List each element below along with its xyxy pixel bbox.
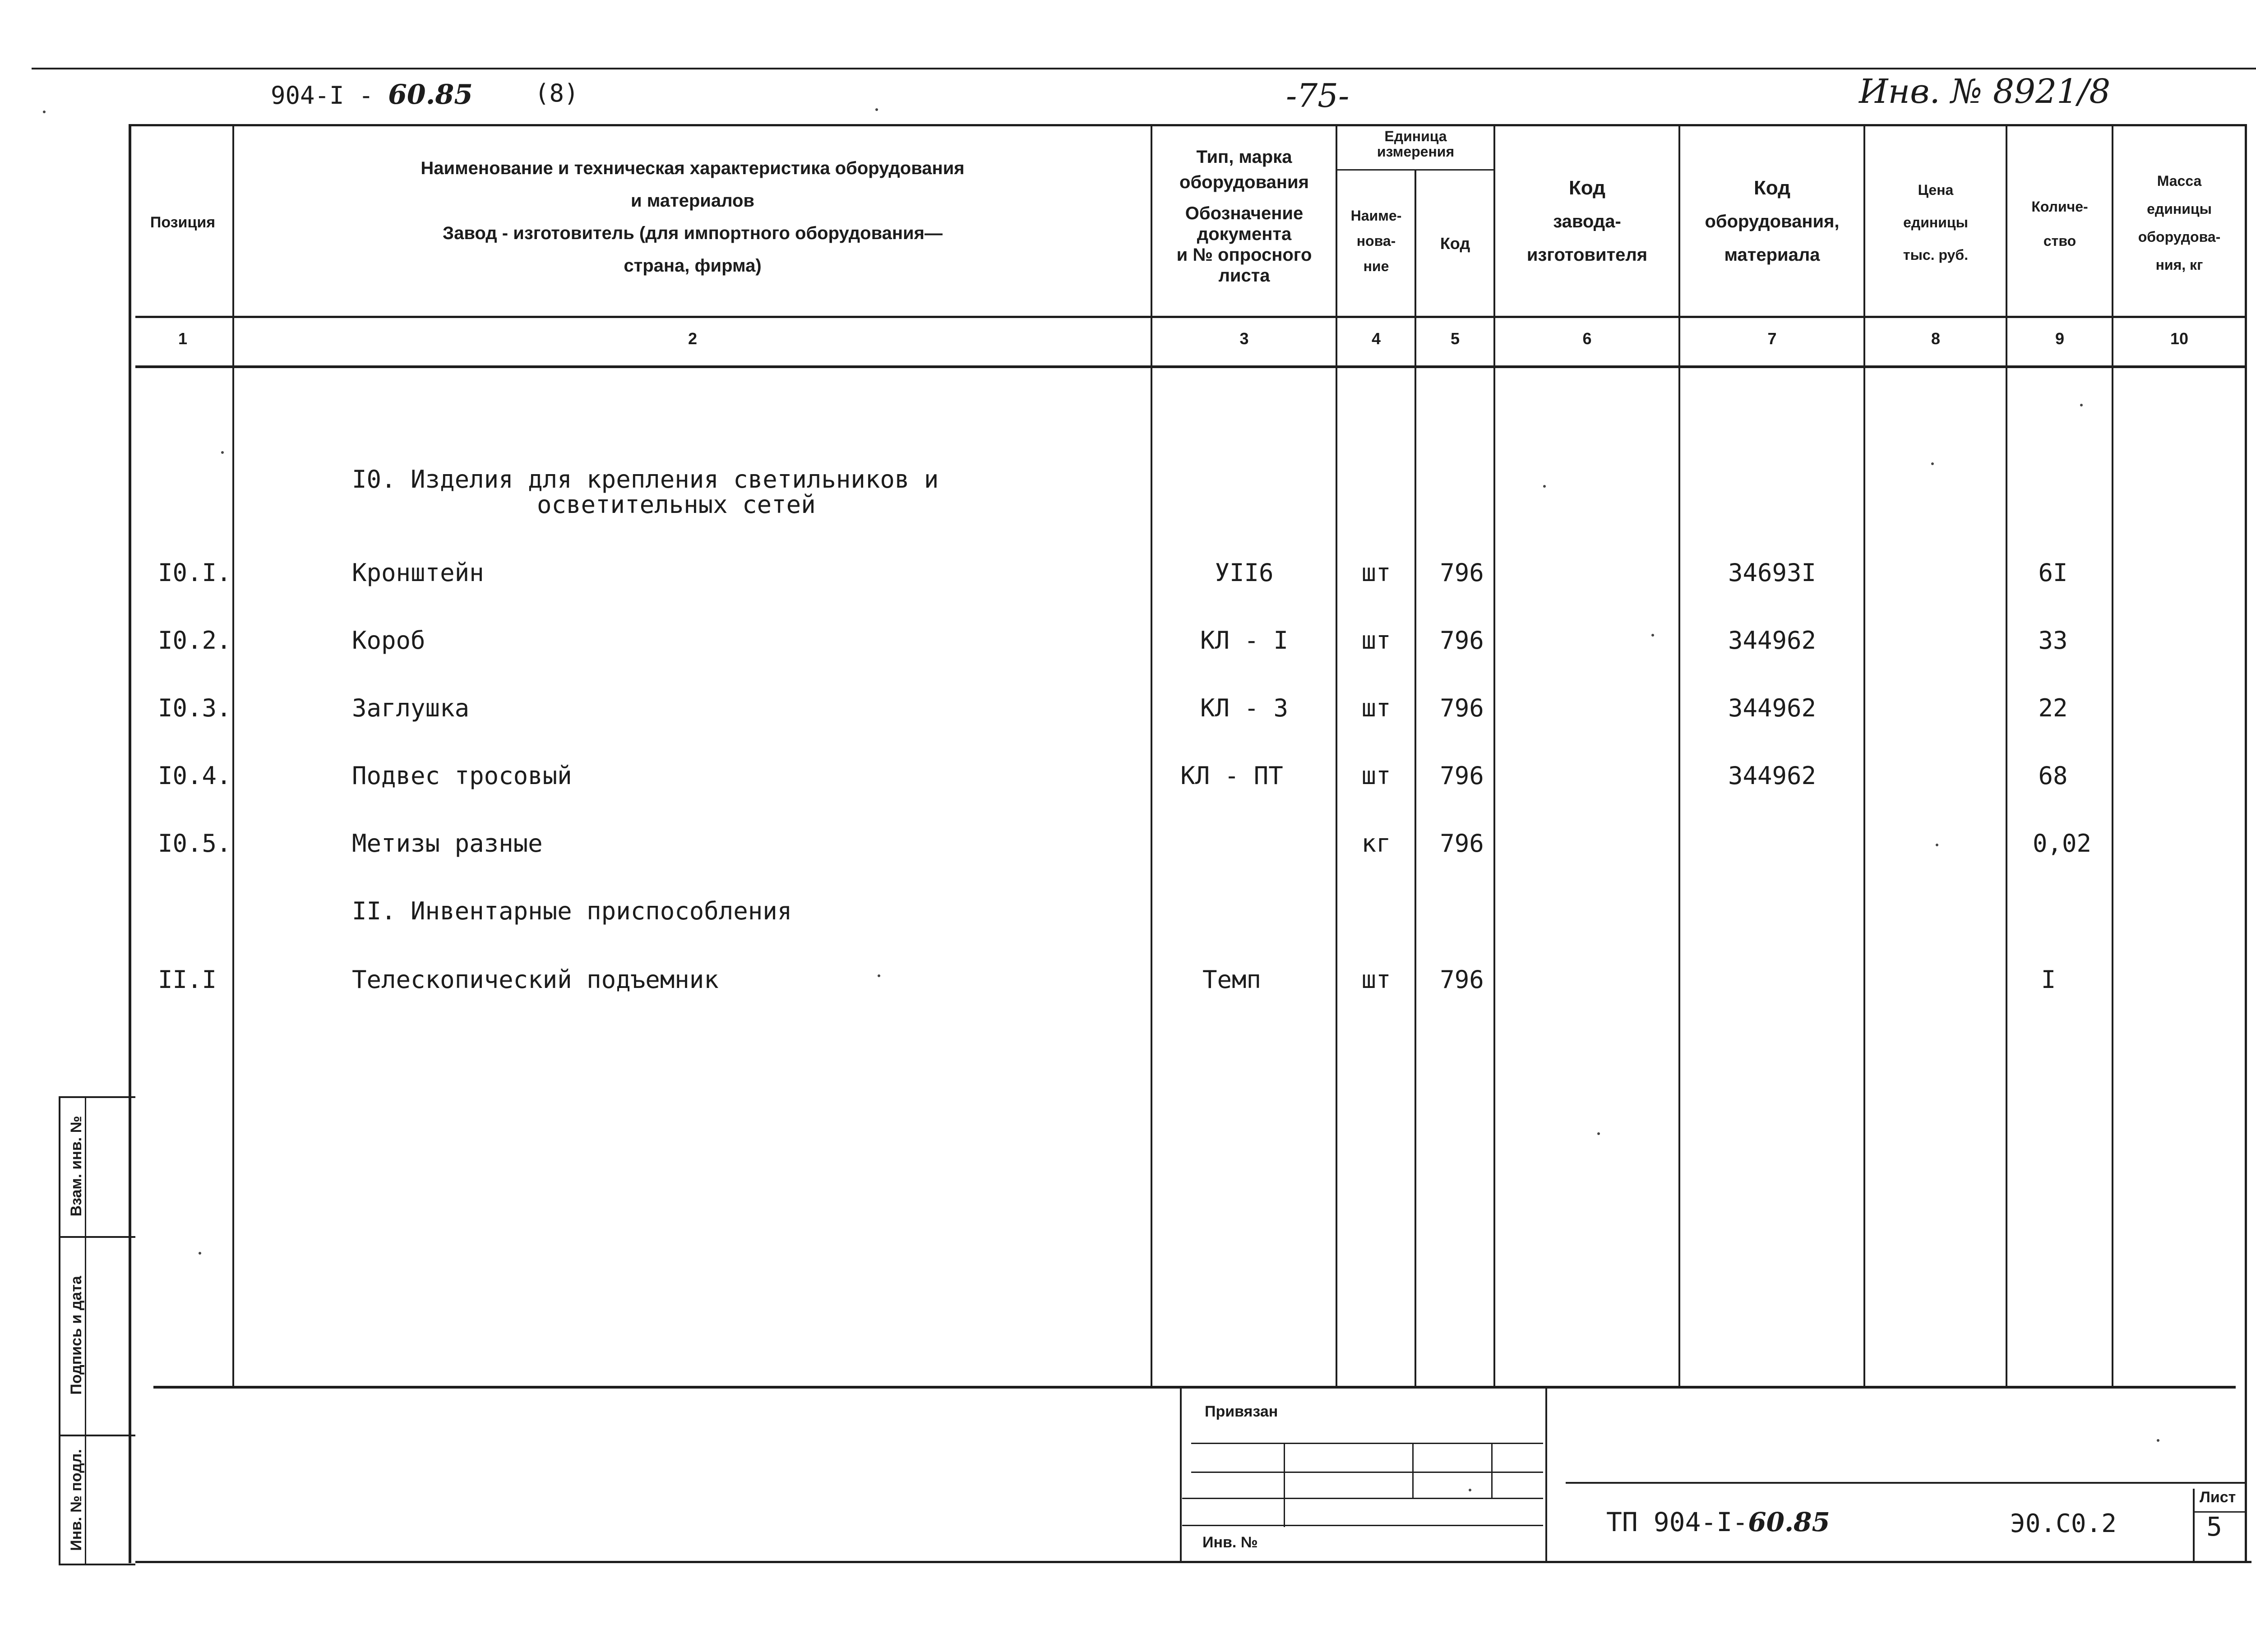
body-bottom-line [153, 1386, 2236, 1389]
header-unit-code: Код [1440, 234, 1470, 253]
row-unit: шт [1361, 626, 1391, 655]
header-name-l4: страна, фирма) [624, 256, 762, 276]
row-unit-code: 796 [1440, 694, 1484, 722]
header-mass [2114, 167, 2245, 279]
scan-speck [199, 1252, 201, 1255]
row-position: II.I [158, 965, 217, 994]
col-number-4: 4 [1371, 329, 1381, 348]
row-unit-code: 796 [1440, 558, 1484, 587]
row-unit-code: 796 [1440, 965, 1484, 994]
row-name: Телескопический подъемник [352, 965, 719, 994]
header-quantity-l2: ство [2043, 233, 2076, 249]
row-position: I0.2. [158, 626, 231, 655]
header-factory-code-l2: завода- [1553, 212, 1621, 231]
table-row [0, 553, 2256, 593]
table-row [0, 620, 2256, 661]
stamp-col-line-2 [1412, 1444, 1414, 1498]
header-equipment-code [1681, 171, 1863, 272]
stamp-privyazan-label: Привязан [1205, 1403, 1278, 1420]
col-number-3: 3 [1239, 329, 1249, 348]
row-position: I0.3. [158, 694, 231, 722]
stamp-row-line-3 [1182, 1498, 1543, 1499]
scan-speck [878, 974, 880, 977]
sheet-number: 5 [2206, 1511, 2222, 1542]
header-factory-code-l3: изготовителя [1526, 245, 1648, 265]
row-equipment-code: 344962 [1728, 761, 1817, 790]
title-block-code: Э0.С0.2 [2010, 1509, 2117, 1538]
header-unit [1338, 129, 1493, 159]
header-unit-l1: Единица [1384, 128, 1447, 144]
table-row [0, 756, 2256, 796]
header-factory-code [1496, 171, 1678, 272]
table-top-line [129, 124, 2247, 126]
row-name: Подвес тросовый [352, 761, 572, 790]
header-quantity-l1: Количе- [2031, 198, 2088, 215]
stamp-left-line [1180, 1389, 1182, 1563]
scan-speck [1651, 634, 1654, 637]
section-11-title: II. Инвентарные приспособления [352, 897, 792, 925]
header-unit-name-l1: Наиме- [1350, 208, 1402, 224]
row-unit: кг [1361, 829, 1391, 858]
row-equipment-code: 344962 [1728, 626, 1817, 655]
col-number-8: 8 [1931, 329, 1941, 348]
side-stamp-left-line [59, 1096, 60, 1565]
col-number-7: 7 [1767, 329, 1777, 348]
header-equipment-code-l3: материала [1724, 245, 1820, 265]
header-name-l2: и материалов [630, 191, 755, 211]
title-block-doc-number [1606, 1507, 1830, 1537]
side-stamp-sep-1 [59, 1236, 135, 1238]
row-type: УII6 [1215, 558, 1274, 587]
row-position: I0.4. [158, 761, 231, 790]
header-type-l4: документа [1197, 224, 1292, 244]
header-unit-name-l2: нова- [1356, 233, 1396, 249]
row-quantity: 33 [2038, 626, 2068, 655]
stamp-row-line-2 [1191, 1472, 1543, 1473]
header-mass-l1: Масса [2157, 173, 2202, 189]
header-quantity [2008, 189, 2112, 258]
col-number-1: 1 [178, 329, 188, 348]
header-bottom-line [135, 316, 2247, 318]
header-price [1866, 174, 2006, 271]
inventory-number: Инв. № 8921/8 [1859, 72, 2111, 111]
top-rule [32, 68, 2256, 69]
row-name: Кронштейн [352, 558, 484, 587]
row-type: КЛ - 3 [1200, 694, 1289, 722]
header-unit-name [1338, 203, 1415, 279]
row-name: Короб [352, 626, 425, 655]
header-equipment-code-l1: Код [1753, 177, 1791, 199]
stamp-row-line-4 [1182, 1525, 1543, 1526]
title-block-top-line [1566, 1482, 2247, 1484]
stamp-right-line [1545, 1389, 1547, 1563]
header-unit-name-l3: ние [1363, 258, 1389, 274]
header-type-l5: и № опросного [1176, 245, 1312, 265]
stamp-inv-no-label: Инв. № [1202, 1534, 1258, 1551]
row-name: Метизы разные [352, 829, 543, 858]
side-label-zam-inv: Взам. инв. № [68, 1116, 85, 1217]
title-doc-prefix: ТП 904-I- [1606, 1507, 1748, 1537]
col-number-6: 6 [1582, 329, 1592, 348]
row-position: I0.I. [158, 558, 231, 587]
row-unit: шт [1361, 761, 1391, 790]
header-factory-code-l1: Код [1568, 177, 1606, 199]
row-equipment-code: 344962 [1728, 694, 1817, 722]
col-number-9: 9 [2055, 329, 2065, 348]
row-equipment-code: 34693I [1728, 558, 1817, 587]
scan-speck [2080, 404, 2083, 406]
side-stamp-top-line [59, 1096, 135, 1098]
row-unit-code: 796 [1440, 761, 1484, 790]
section-10-title-l2: осветительных сетей [537, 490, 816, 519]
scan-speck [1931, 462, 1934, 465]
page-number: -75- [1286, 77, 1350, 115]
scan-speck [43, 111, 46, 113]
header-name-l3: Завод - изготовитель (для импортного оборудования— [443, 223, 943, 243]
table-row [0, 960, 2256, 1000]
col-number-10: 10 [2170, 329, 2189, 348]
row-type: КЛ - ПТ [1180, 761, 1283, 790]
header-type [1153, 144, 1336, 286]
row-quantity: 0,02 [2032, 829, 2092, 858]
row-unit: шт [1361, 558, 1391, 587]
colnum-bottom-line [135, 365, 2247, 368]
sheet-box-left-line [2193, 1489, 2195, 1563]
row-quantity: I [2041, 965, 2056, 994]
doc-handwritten: 60.85 [388, 79, 473, 111]
table-row [0, 688, 2256, 729]
stamp-row-line-1 [1191, 1443, 1543, 1444]
row-unit-code: 796 [1440, 829, 1484, 858]
row-quantity: 68 [2038, 761, 2068, 790]
doc-number-top: 904-I - 60.85 [271, 79, 473, 111]
header-price-l1: Цена [1918, 182, 1954, 198]
stamp-col-line-1 [1284, 1444, 1285, 1527]
table-row [0, 823, 2256, 864]
header-price-l2: единицы [1903, 214, 1968, 231]
scan-speck [875, 108, 878, 111]
row-quantity: 22 [2038, 694, 2068, 722]
row-name: Заглушка [352, 694, 470, 722]
scan-speck [2157, 1439, 2159, 1442]
header-mass-l2: единицы [2147, 201, 2212, 217]
header-type-l3: Обозначение [1185, 203, 1304, 223]
header-equipment-code-l2: оборудования, [1705, 212, 1840, 231]
side-label-inv-podl: Инв. № подл. [68, 1449, 85, 1551]
row-type: КЛ - I [1200, 626, 1289, 655]
scan-speck [221, 451, 224, 454]
doc-prefix: 904-I [271, 81, 344, 110]
title-doc-handwritten: 60.85 [1748, 1507, 1830, 1537]
side-label-podpis-data: Подпись и дата [68, 1276, 85, 1395]
row-type: Темп [1202, 965, 1262, 994]
header-name [235, 156, 1151, 278]
header-type-l1: Тип, марка [1196, 147, 1292, 167]
row-quantity: 6I [2038, 558, 2068, 587]
header-mass-l4: ния, кг [2155, 257, 2203, 273]
header-unit-l2: измерения [1377, 143, 1455, 160]
col-number-5: 5 [1450, 329, 1460, 348]
header-mass-l3: оборудова- [2138, 229, 2221, 245]
row-unit: шт [1361, 965, 1391, 994]
header-price-l3: тыс. руб. [1903, 247, 1969, 263]
row-unit-code: 796 [1440, 626, 1484, 655]
header-position: Позиция [150, 214, 216, 231]
scan-speck [1543, 485, 1546, 488]
header-name-l1: Наименование и техническая характеристика оборудования [421, 158, 965, 178]
scan-speck [1597, 1132, 1600, 1135]
sheet-label: Лист [2200, 1489, 2236, 1506]
stamp-col-line-3 [1491, 1444, 1493, 1498]
section-10-title [352, 467, 938, 517]
scan-speck [1936, 844, 1938, 846]
row-unit: шт [1361, 694, 1391, 722]
doc-variant: (8) [535, 79, 579, 107]
header-type-l6: листа [1218, 266, 1270, 286]
page-bottom-line [135, 1561, 2251, 1563]
row-position: I0.5. [158, 829, 231, 858]
scan-speck [1469, 1489, 1471, 1491]
col-number-2: 2 [688, 329, 698, 348]
section-10-title-l1: I0. Изделия для крепления светильников и [352, 465, 939, 494]
header-type-l2: оборудования [1179, 172, 1309, 192]
